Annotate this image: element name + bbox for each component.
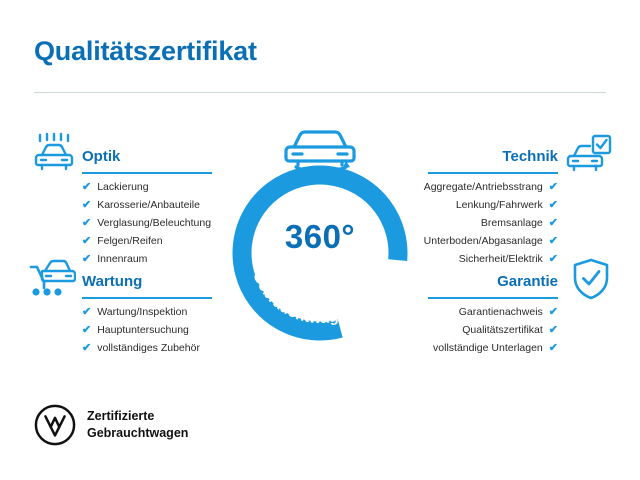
- check-icon: ✔: [548, 252, 558, 265]
- car-wash-icon: [30, 131, 76, 178]
- section-rule-wartung: [82, 297, 212, 299]
- list-item: [82, 250, 211, 268]
- list-item-label: vollständiges Zubehör: [97, 342, 200, 354]
- list-item-label: Aggregate/Antriebsstrang: [423, 181, 543, 193]
- check-icon: ✔: [548, 198, 558, 211]
- section-heading-wartung: Wartung: [82, 273, 143, 290]
- list-item-label: Unterboden/Abgasanlage: [423, 235, 543, 247]
- car-lift-icon: [28, 258, 76, 303]
- list-item: [82, 232, 211, 250]
- section-heading-garantie: Garantie: [497, 273, 558, 290]
- list-item: [378, 232, 558, 250]
- check-icon: ✔: [82, 198, 92, 211]
- list-item-label: Karosserie/Anbauteile: [97, 199, 200, 211]
- list-item-label: Innenraum: [97, 253, 148, 265]
- list-item: [378, 196, 558, 214]
- check-icon: ✔: [548, 305, 558, 318]
- list-item: [82, 339, 200, 357]
- list-item-label: vollständige Unterlagen: [433, 342, 543, 354]
- check-icon: ✔: [82, 341, 92, 354]
- title-divider: [34, 92, 606, 93]
- check-icon: ✔: [82, 216, 92, 229]
- list-item-label: Lenkung/Fahrwerk: [455, 199, 543, 211]
- footer-line-1: Zertifizierte: [87, 409, 155, 424]
- list-item-label: Qualitätszertifikat: [462, 324, 543, 336]
- section-rule-garantie: [428, 297, 558, 299]
- list-item: [378, 321, 558, 339]
- section-rule-optik: [82, 172, 212, 174]
- footer-line-2: Gebrauchtwagen: [87, 426, 189, 440]
- section-heading-technik: Technik: [502, 148, 558, 165]
- check-icon: ✔: [82, 305, 92, 318]
- list-wartung: [82, 303, 200, 357]
- list-garantie: [378, 303, 558, 357]
- check-icon: ✔: [548, 216, 558, 229]
- shield-check-icon: [572, 258, 610, 305]
- list-item: [378, 339, 558, 357]
- page-title: Qualitätszertifikat: [34, 36, 257, 66]
- list-item-label: Wartung/Inspektion: [97, 306, 188, 318]
- list-item: [378, 178, 558, 196]
- list-item-label: Lackierung: [97, 181, 149, 193]
- list-item: [82, 196, 211, 214]
- section-heading-optik: Optik: [82, 148, 121, 165]
- list-item: [378, 250, 558, 268]
- list-item-label: Garantienachweis: [458, 306, 543, 318]
- check-icon: ✔: [82, 252, 92, 265]
- check-icon: ✔: [548, 180, 558, 193]
- list-item: [378, 303, 558, 321]
- car-check-icon: [566, 134, 612, 181]
- list-item: [82, 214, 211, 232]
- list-item-label: Felgen/Reifen: [97, 235, 163, 247]
- check-icon: ✔: [82, 180, 92, 193]
- check-icon: ✔: [548, 341, 558, 354]
- list-item: [378, 214, 558, 232]
- list-technik: [378, 178, 558, 268]
- list-item: [82, 321, 200, 339]
- vw-logo: [34, 404, 76, 446]
- check-icon: ✔: [82, 323, 92, 336]
- svg-text:Gebrauchtwagen-Check: [249, 269, 391, 328]
- check-icon: ✔: [548, 234, 558, 247]
- footer-logo-block: [34, 404, 188, 446]
- check-icon: ✔: [82, 234, 92, 247]
- ring-label: Gebrauchtwagen-Check: [249, 268, 391, 328]
- list-optik: [82, 178, 211, 268]
- list-item-label: Sicherheit/Elektrik: [458, 253, 543, 265]
- section-rule-technik: [428, 172, 558, 174]
- list-item: [82, 303, 200, 321]
- check-icon: ✔: [548, 323, 558, 336]
- list-item: [82, 178, 211, 196]
- list-item-label: Bremsanlage: [480, 217, 543, 229]
- list-item-label: Hauptuntersuchung: [97, 324, 189, 336]
- degrees-label: 360°: [284, 218, 356, 255]
- list-item-label: Verglasung/Beleuchtung: [97, 217, 212, 229]
